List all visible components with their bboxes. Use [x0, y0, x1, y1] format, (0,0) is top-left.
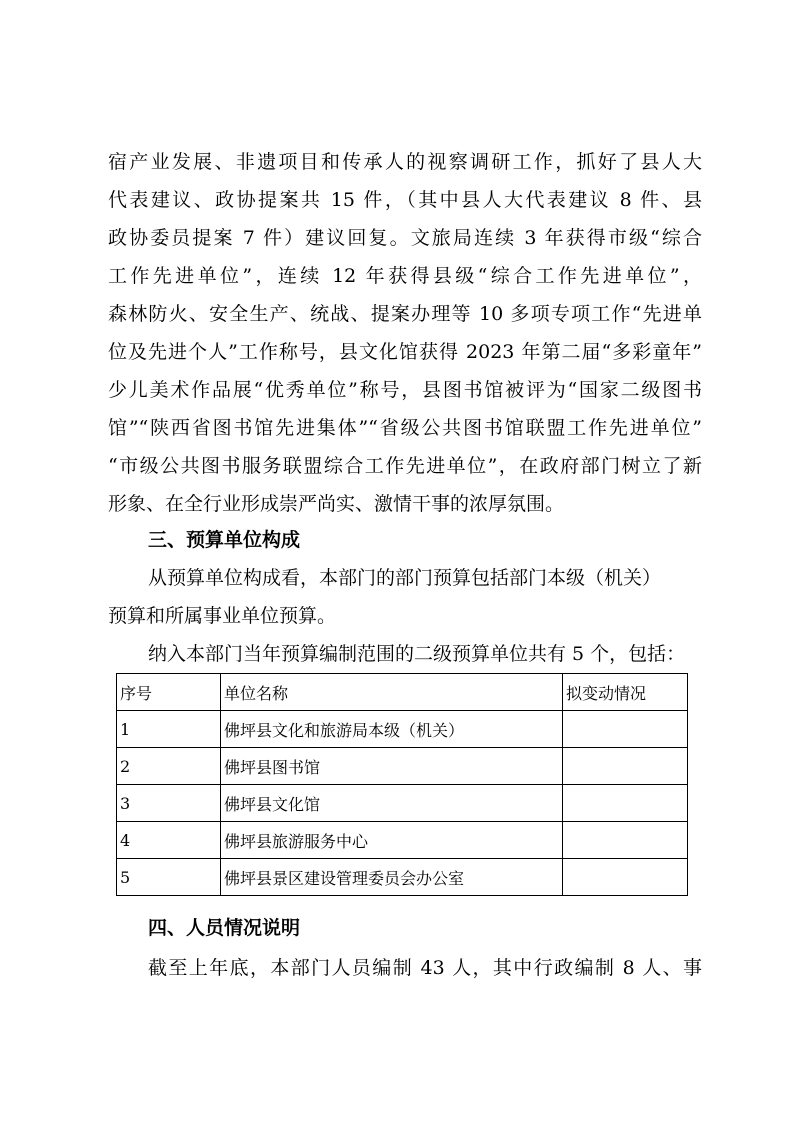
- paragraph-line: 代表建议、政协提案共 15 件，（其中县人大代表建议 8 件、县: [108, 189, 702, 211]
- budget-units-table: [116, 673, 688, 896]
- paragraph-line: 纳入本部门当年预算编制范围的二级预算单位共有 5 个，包括：: [148, 643, 686, 665]
- table-row: [117, 711, 688, 748]
- cell-change: [563, 822, 688, 859]
- header-change: 拟变动情况: [563, 674, 688, 711]
- cell-index: 2: [117, 748, 221, 785]
- paragraph-line: 预算和所属事业单位预算。: [108, 605, 337, 627]
- cell-change: [563, 711, 688, 748]
- table-row: [117, 748, 688, 785]
- paragraph-line: 从预算单位构成看，本部门的部门预算包括部门本级（机关）: [148, 567, 662, 589]
- section-heading: 四、人员情况说明: [148, 917, 301, 939]
- cell-unit-name: 佛坪县旅游服务中心: [221, 822, 563, 859]
- cell-unit-name: 佛坪县文化和旅游局本级（机关）: [221, 711, 563, 748]
- paragraph-line: “市级公共图书服务联盟综合工作先进单位”，在政府部门树立了新: [108, 455, 702, 477]
- cell-index: 5: [117, 859, 221, 896]
- cell-index: 3: [117, 785, 221, 822]
- section-heading: 三、预算单位构成: [148, 529, 301, 551]
- cell-unit-name: 佛坪县景区建设管理委员会办公室: [221, 859, 563, 896]
- header-index: 序号: [117, 674, 221, 711]
- header-unit-name: 单位名称: [221, 674, 563, 711]
- paragraph-line: 形象、在全行业形成崇严尚实、激情干事的浓厚氛围。: [108, 493, 565, 515]
- cell-change: [563, 859, 688, 896]
- cell-change: [563, 785, 688, 822]
- paragraph-line: 政协委员提案 7 件）建议回复。文旅局连续 3 年获得市级“综合: [108, 227, 702, 249]
- cell-index: 4: [117, 822, 221, 859]
- paragraph-line: 宿产业发展、非遗项目和传承人的视察调研工作，抓好了县人大: [108, 151, 702, 173]
- paragraph-line: 森林防火、安全生产、统战、提案办理等 10 多项专项工作“先进单: [108, 303, 702, 325]
- cell-index: 1: [117, 711, 221, 748]
- table-header-row: [117, 674, 688, 711]
- paragraph-line: 位及先进个人”工作称号，县文化馆获得 2023 年第二届“多彩童年”: [108, 341, 702, 363]
- table-row: [117, 822, 688, 859]
- paragraph-line: 工作先进单位”，连续 12 年获得县级“综合工作先进单位”，: [108, 265, 702, 287]
- cell-unit-name: 佛坪县文化馆: [221, 785, 563, 822]
- table-row: [117, 785, 688, 822]
- cell-unit-name: 佛坪县图书馆: [221, 748, 563, 785]
- cell-change: [563, 748, 688, 785]
- paragraph-line: 馆”“陕西省图书馆先进集体”“省级公共图书馆联盟工作先进单位”: [108, 417, 702, 439]
- paragraph-line: 少儿美术作品展“优秀单位”称号，县图书馆被评为“国家二级图书: [108, 379, 702, 401]
- table-row: [117, 859, 688, 896]
- paragraph-line: 截至上年底，本部门人员编制 43 人，其中行政编制 8 人、事: [148, 957, 702, 979]
